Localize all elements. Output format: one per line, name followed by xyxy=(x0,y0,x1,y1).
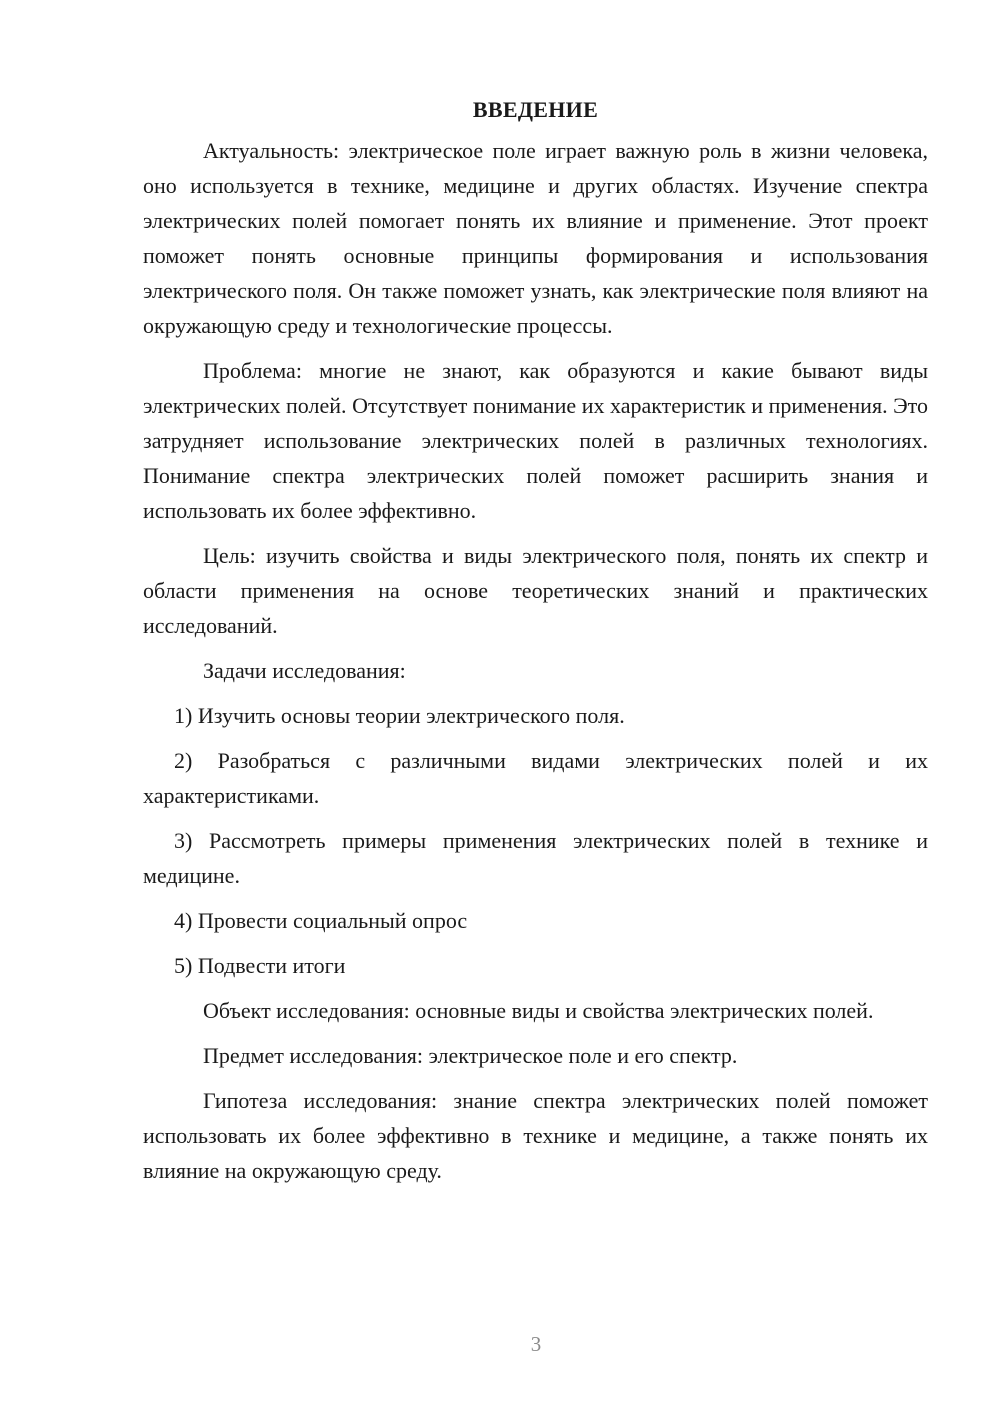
subject-paragraph: Предмет исследования: электрическое поле и его спектр. xyxy=(203,1043,738,1068)
tasks-list xyxy=(143,698,928,983)
document-title: ВВЕДЕНИЕ xyxy=(472,97,599,122)
list-item: 5) Подвести итоги xyxy=(174,953,346,978)
hypothesis-paragraph: Гипотеза исследования: знание спектра электрических полей поможет использовать их более эффективно в технике и медицине, а также понять их влияние на окружающую среду. xyxy=(143,1088,928,1183)
list-item: 2) Разобраться с различными видами электрических полей и их характеристиками. xyxy=(143,748,928,808)
goal-paragraph: Цель: изучить свойства и виды электрического поля, понять их спектр и области применения на основе теоретических знаний и практических исследований. xyxy=(143,543,928,638)
page-number: 3 xyxy=(530,1332,542,1356)
list-item: 4) Провести социальный опрос xyxy=(174,908,468,933)
relevance-paragraph: Актуальность: электрическое поле играет важную роль в жизни человека, оно используется в технике, медицине и других областях. Изучение спектра электрических полей помогает понять их влияние и применение. Этот проект поможет понять основные принципы формирования и использования электрического поля. Он также поможет узнать, как электрические поля влияют на окружающую среду и технологические процессы. xyxy=(143,138,928,338)
tasks-heading: Задачи исследования: xyxy=(203,658,406,683)
list-item: 3) Рассмотреть примеры применения электрических полей в технике и медицине. xyxy=(143,828,928,888)
list-item: 1) Изучить основы теории электрического поля. xyxy=(174,703,625,728)
document-page xyxy=(143,92,928,1198)
problem-paragraph: Проблема: многие не знают, как образуются и какие бывают виды электрических полей. Отсутствует понимание их характеристик и применения. Это затрудняет использование электрических полей в различных технологиях. Понимание спектра электрических полей поможет расширить знания и использовать их более эффективно. xyxy=(143,358,928,523)
object-paragraph: Объект исследования: основные виды и свойства электрических полей. xyxy=(203,998,874,1023)
